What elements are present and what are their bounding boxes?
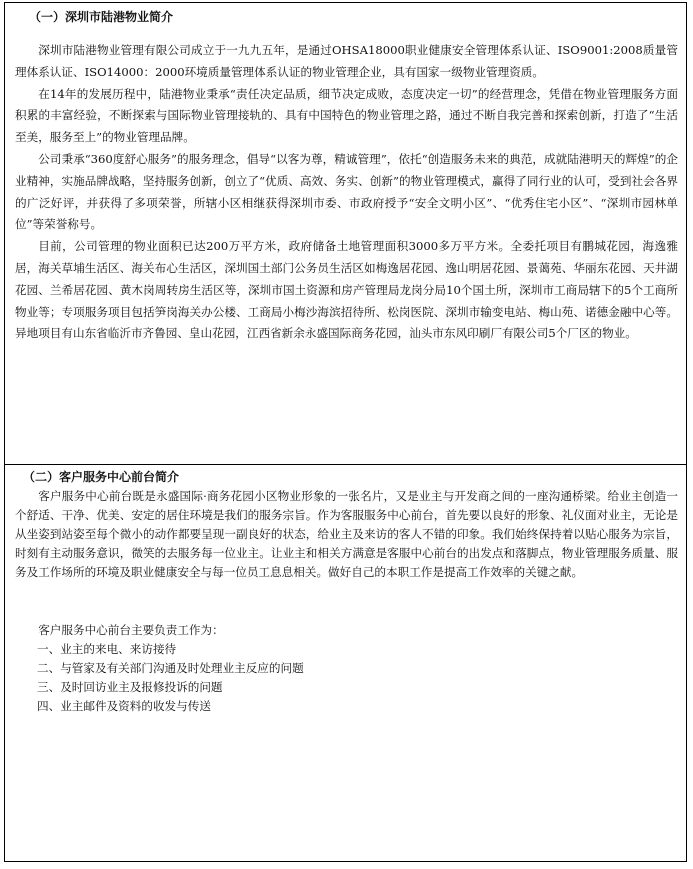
section1-body [15,40,678,345]
duties-title: 客户服务中心前台主要负责工作为： [38,623,224,637]
section1-paragraph: 在14年的发展历程中，陆港物业秉承“责任决定品质，细节决定成败，态度决定一切”的经营理念，凭借在物业管理服务方面积累的丰富经验，不断探索与国际物业管理接轨的、具有中国特色的物业管理之路，通过不断自我完善和探索创新，打造了“生活至美，服务至上”的物业管理品牌。 [15,86,678,145]
duty-item: 二、与管家及有关部门沟通及时处理业主反应的问题 [37,661,304,675]
section2-heading: （二）客户服务中心前台简介 [23,470,180,484]
document-table [4,2,687,862]
duty-item: 三、及时回访业主及报修投诉的问题 [37,680,223,694]
duty-item: 四、业主邮件及资料的收发与传送 [37,699,211,713]
section2-body [15,487,678,582]
section-company-intro [5,3,686,465]
section-front-desk-intro [5,465,686,861]
section1-heading: （一）深圳市陆港物业简介 [29,10,174,24]
section1-paragraph: 目前，公司管理的物业面积已达200万平方米，政府储备土地管理面积3000多万平方米。全委托项目有鹏城花园，海逸雅居，海关草埔生活区、海关布心生活区，深圳国土部门公务员生活区如梅逸居花园、逸山明居花园、景蔼苑、华丽东花园、天井湖花园、兰希居花园、黄木岗周转房生活区等，深圳市国土资源和房产管理局龙岗分局10个国土所，深圳市工商局辖下的5个工商所物业等；专项服务项目包括笋岗海关办公楼、工商局小梅沙海滨招待所、松岗医院、深圳市输变电站、梅山苑、诺德金融中心等。异地项目有山东省临沂市齐鲁园、皇山花园，江西省新余永盛国际商务花园，汕头市东风印刷厂有限公司5个厂区的物业。 [15,239,678,341]
section1-paragraph: 深圳市陆港物业管理有限公司成立于一九九五年，是通过OHSA18000职业健康安全管理体系认证、ISO9001:2008质量管理体系认证、ISO14000：2000环境质量管理体系认证的物业管理企业，具有国家一级物业管理资质。 [15,43,678,79]
duty-item: 一、业主的来电、来访接待 [37,642,177,656]
section2-paragraph: 客户服务中心前台既是永盛国际·商务花园小区物业形象的一张名片，又是业主与开发商之间的一座沟通桥梁。给业主创造一个舒适、干净、优美、安定的居住环境是我们的服务宗旨。作为客服服务中心前台，首先要以良好的形象、礼仪面对业主，无论是从坐姿到站姿至每个微小的动作都要呈现一副良好的状态，给业主及来访的客人不错的印象。我们始终保持着以贴心服务为宗旨，时刻有主动服务意识，微笑的去服务每一位业主。让业主和相关方满意是客服中心前台的出发点和落脚点，物业管理服务质量、服务及工作场所的环境及职业健康安全与每一位员工息息相关。做好自己的本职工作是提高工作效率的关键之献。 [15,489,678,579]
duties-list [15,621,678,716]
section1-paragraph: 公司秉承“360度舒心服务”的服务理念，倡导“以客为尊，精诚管理”，依托“创造服务未来的典范，成就陆港明天的辉煌”的企业精神，实施品牌战略，坚持服务创新，创立了“优质、高效、务实、创新”的物业管理模式，赢得了同行业的认可，受到社会各界的广泛好评，并获得了多项荣誉，所辖小区相继获得深圳市委、市政府授予“安全文明小区”、“优秀住宅小区”、“深圳市园林单位”等荣誉称号。 [15,151,678,232]
